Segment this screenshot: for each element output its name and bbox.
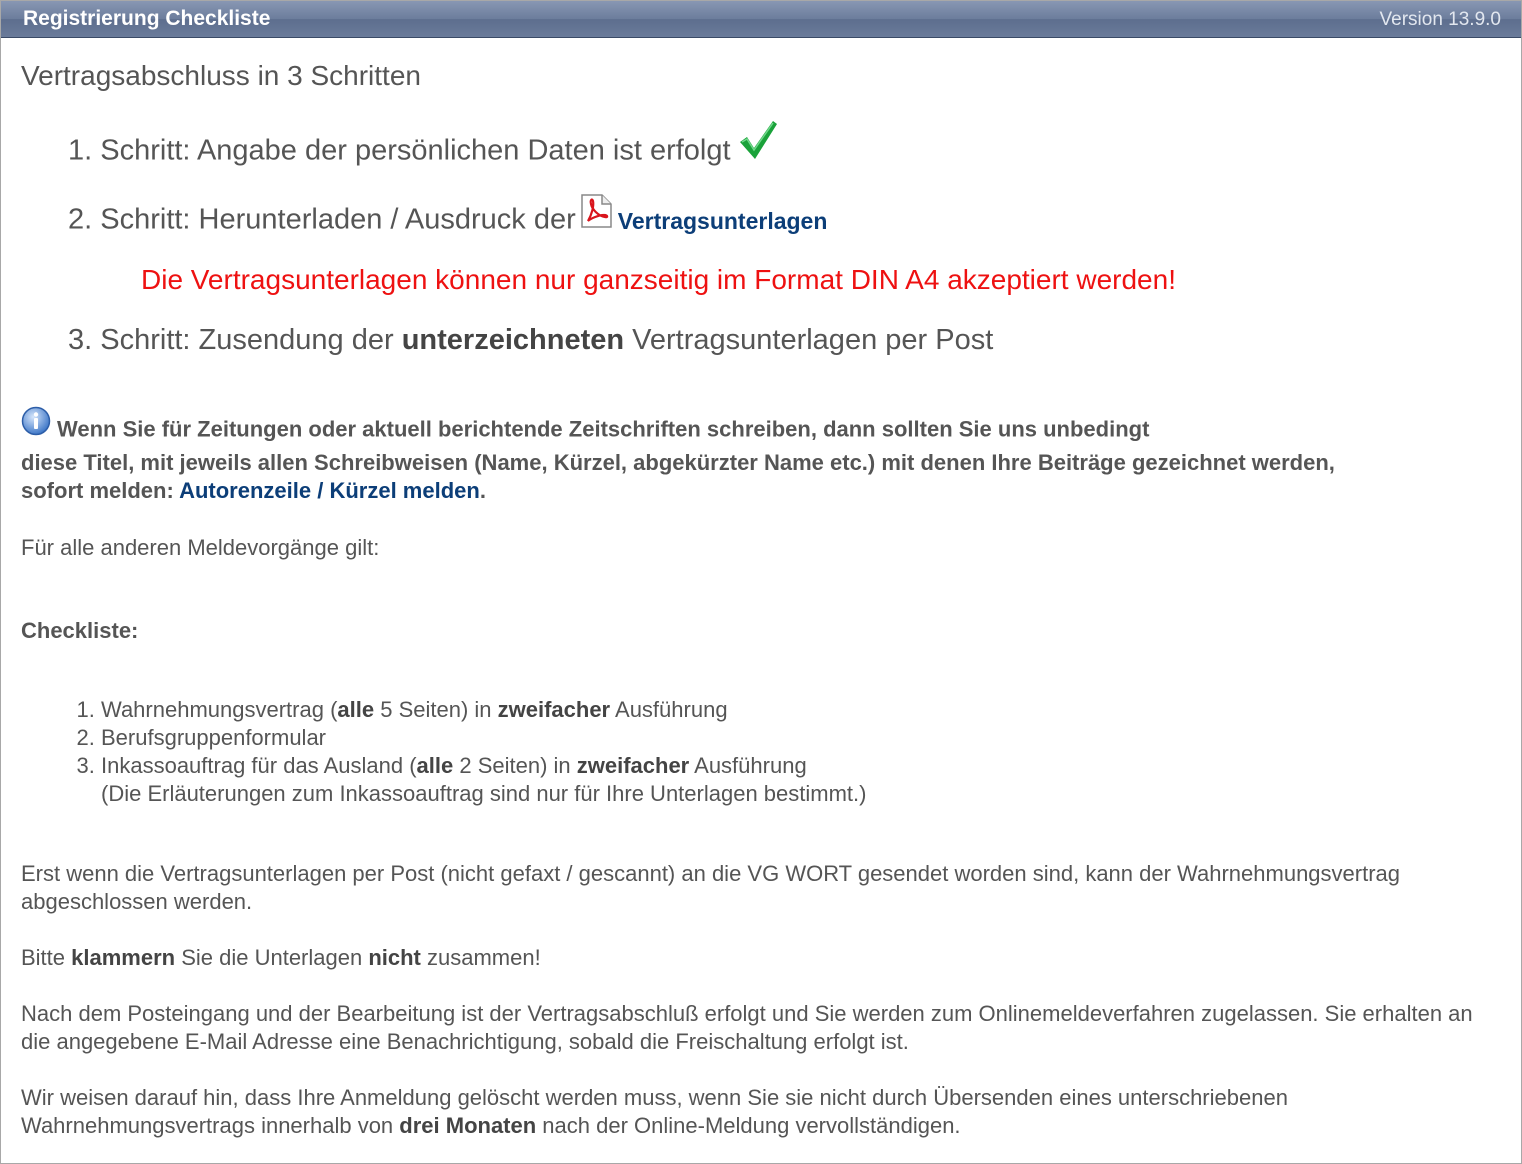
item-text: 2 Seiten) in [453,753,577,778]
paragraph-postal: Erst wenn die Vertragsunterlagen per Post (nicht gefaxt / gescannt) an die VG WORT gesendet worden sind, kann der Wahrnehmungsvertrag abgeschlossen werden. [21,861,1401,914]
item-text: Ausführung [689,753,807,778]
item-bold: alle [416,753,454,778]
version-label: Version 13.9.0 [1379,9,1501,30]
format-warning: Die Vertragsunterlagen können nur ganzseitig im Format DIN A4 akzeptiert werden! [141,264,1176,295]
checkmark-icon [737,118,779,170]
step-1-text: 1. Schritt: Angabe der persönlichen Daten ist erfolgt [68,134,731,167]
item-text: 5 Seiten) in [374,697,498,722]
step-2 [68,200,827,242]
step-1 [68,126,779,178]
step-3-text-pre: 3. Schritt: Zusendung der [68,324,394,356]
item-bold: zweifacher [576,753,690,778]
page-heading: Vertragsabschluss in 3 Schritten [21,60,421,91]
paragraph-deletion [21,1084,1491,1140]
info-line-3-post: . [479,478,486,503]
info-icon [21,406,51,443]
item-note: (Die Erläuterungen zum Inkassoauftrag sind nur für Ihre Unterlagen bestimmt.) [101,781,867,806]
item-text: Wahrnehmungsvertrag ( [101,697,338,722]
pdf-icon[interactable] [580,194,612,236]
checklist-item [101,752,866,808]
text-bold: nicht [368,945,421,970]
other-procedures-text: Für alle anderen Meldevorgänge gilt: [21,535,380,560]
step-2-text: 2. Schritt: Herunterladen / Ausdruck der [68,203,576,236]
step-3-text-bold: unterzeichneten [401,324,625,356]
paragraph-no-staples [21,944,1491,972]
checklist-item [101,724,866,752]
info-line-3-pre: sofort melden: [21,478,174,503]
info-line-2: diese Titel, mit jeweils allen Schreibweisen (Name, Kürzel, abgekürzter Name etc.) mit denen Ihre Beiträge gezeichnet werden, [21,450,1335,475]
text: Wir weisen darauf hin, dass Ihre Anmeldung gelöscht werden muss, wenn Sie sie nicht durch Übersenden eines unterschriebenen Wahrnehmungsvertrags innerhalb von [21,1085,1288,1138]
info-line-1: Wenn Sie für Zeitungen oder aktuell berichtende Zeitschriften schreiben, dann sollten Sie uns unbedingt [57,416,1150,442]
item-text: Inkassoauftrag für das Ausland ( [101,753,417,778]
checklist [41,696,866,808]
step-3 [68,324,993,357]
title-bar [1,1,1521,38]
step-3-text-post: Vertragsunterlagen per Post [632,324,994,356]
paragraph-processing: Nach dem Posteingang und der Bearbeitung ist der Vertragsabschluß erfolgt und Sie werden zum Onlinemeldeverfahren zugelassen. Sie erhalten an die angegebene E-Mail Adresse eine Benachrichtigung, sobald die Freischaltung erfolgt ist. [21,1001,1473,1054]
text-bold: klammern [71,945,176,970]
vertragsunterlagen-link[interactable]: Vertragsunterlagen [617,207,828,234]
autorenzeile-link[interactable]: Autorenzeile / Kürzel melden [179,478,480,503]
item-text: Ausführung [610,697,728,722]
text: nach der Online-Meldung vervollständigen. [536,1113,961,1138]
checklist-item [101,696,866,724]
text: zusammen! [420,945,541,970]
info-notice [21,412,1481,505]
text: Sie die Unterlagen [175,945,369,970]
item-bold: alle [337,697,375,722]
item-bold: zweifacher [497,697,611,722]
text-bold: drei Monaten [399,1113,537,1138]
checklist-title: Checkliste: [21,618,139,643]
panel-title: Registrierung Checkliste [23,7,271,30]
text: Bitte [21,945,72,970]
item-text: Berufsgruppenformular [101,725,327,750]
